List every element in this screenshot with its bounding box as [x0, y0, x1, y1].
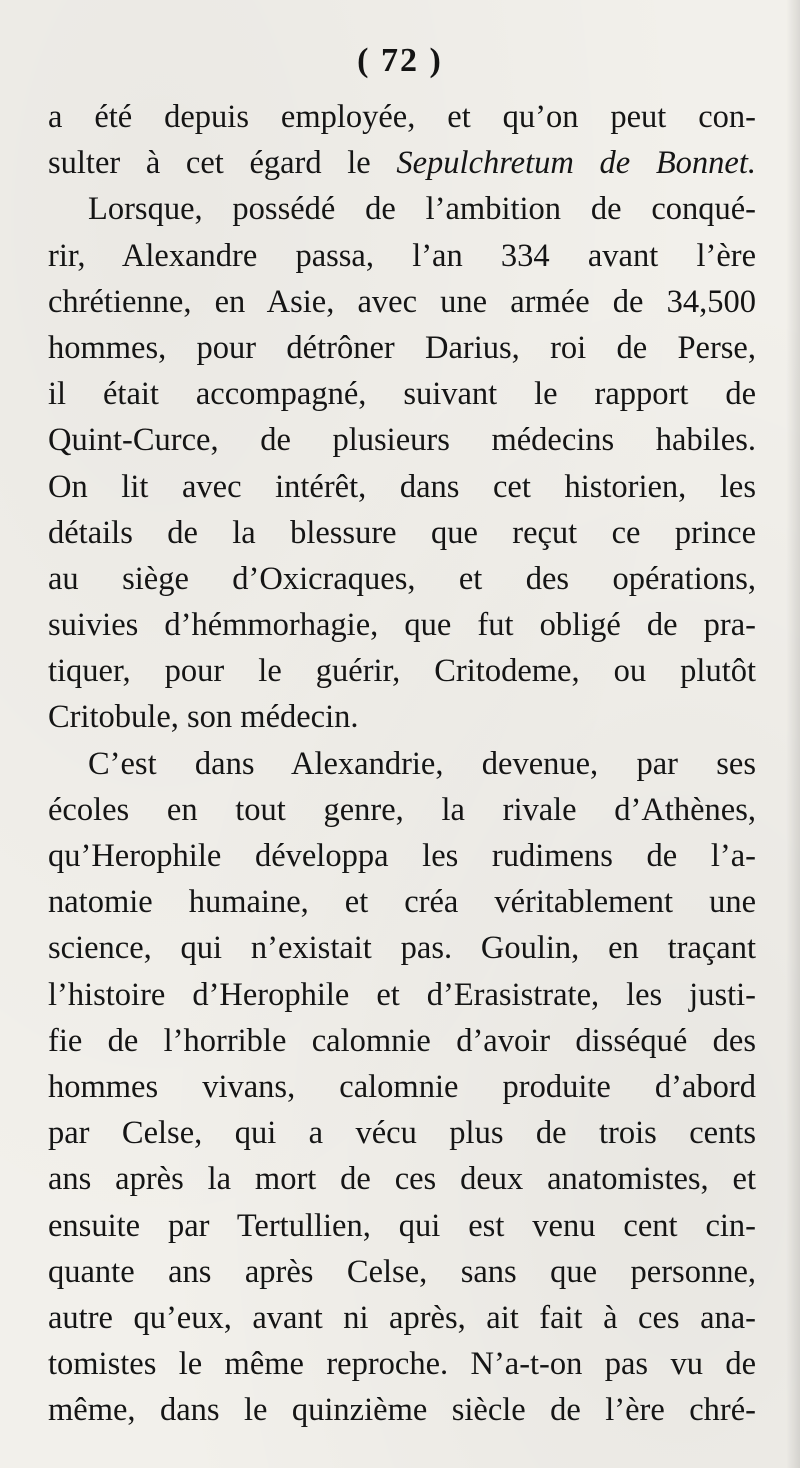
- text-line: il était accompagné, suivant le rapport de: [48, 376, 756, 413]
- text-line: au siège d’Oxicraques, et des opérations,: [48, 560, 756, 597]
- text-line: hommes, pour détrôner Darius, roi de Perse,: [48, 329, 756, 366]
- text-line: l’histoire d’Herophile et d’Erasistrate, les justi-: [48, 976, 756, 1013]
- text-line: détails de la blessure que reçut ce prince: [48, 514, 756, 551]
- page-number: ( 72 ): [357, 42, 443, 79]
- text-line: fie de l’horrible calomnie d’avoir disséqué des: [48, 1022, 756, 1059]
- book-title-italic: Sepulchretum de Bonnet.: [396, 145, 756, 182]
- text-line: suivies d’hémmorhagie, que fut obligé de pra-: [48, 607, 756, 644]
- text-line: tomistes le même reproche. N’a-t-on pas vu de: [48, 1346, 756, 1383]
- text-line: science, qui n’existait pas. Goulin, en traçant: [48, 930, 756, 967]
- text-line: tiquer, pour le guérir, Critodeme, ou plutôt: [48, 653, 756, 690]
- text-line: On lit avec intérêt, dans cet historien, les: [48, 468, 756, 505]
- paragraph-start-line: Lorsque, possédé de l’ambition de conqué-: [88, 191, 756, 228]
- body-text: [48, 94, 756, 1433]
- text-line: rir, Alexandre passa, l’an 334 avant l’ère: [48, 237, 756, 274]
- paragraph-start-line: C’est dans Alexandrie, devenue, par ses: [88, 745, 756, 782]
- text-line-roman: sulter à cet égard le: [48, 145, 397, 182]
- text-line: quante ans après Celse, sans que personne,: [48, 1253, 756, 1290]
- text-line: ensuite par Tertullien, qui est venu cent cin-: [48, 1207, 756, 1244]
- text-line: qu’Herophile développa les rudimens de l’a-: [48, 838, 756, 874]
- text-line: par Celse, qui a vécu plus de trois cents: [48, 1115, 756, 1152]
- text-line: ans après la mort de ces deux anatomistes, et: [48, 1161, 756, 1198]
- text-line: même, dans le quinzième siècle de l’ère chré-: [48, 1392, 756, 1429]
- text-line: chrétienne, en Asie, avec une armée de 34,500: [48, 283, 756, 320]
- text-line: écoles en tout genre, la rivale d’Athènes,: [48, 791, 756, 828]
- text-line: autre qu’eux, avant ni après, ait fait à ces ana-: [48, 1299, 756, 1336]
- text-line: hommes vivans, calomnie produite d’abord: [48, 1068, 756, 1105]
- text-line: a été depuis employée, et qu’on peut con-: [48, 99, 756, 135]
- text-line: natomie humaine, et créa véritablement une: [48, 884, 756, 921]
- text-line: [48, 140, 756, 186]
- page-edge-shadow: [786, 0, 800, 1468]
- text-line: Quint-Curce, de plusieurs médecins habiles.: [48, 422, 756, 459]
- paragraph-end-line: Critobule, son médecin.: [48, 699, 359, 736]
